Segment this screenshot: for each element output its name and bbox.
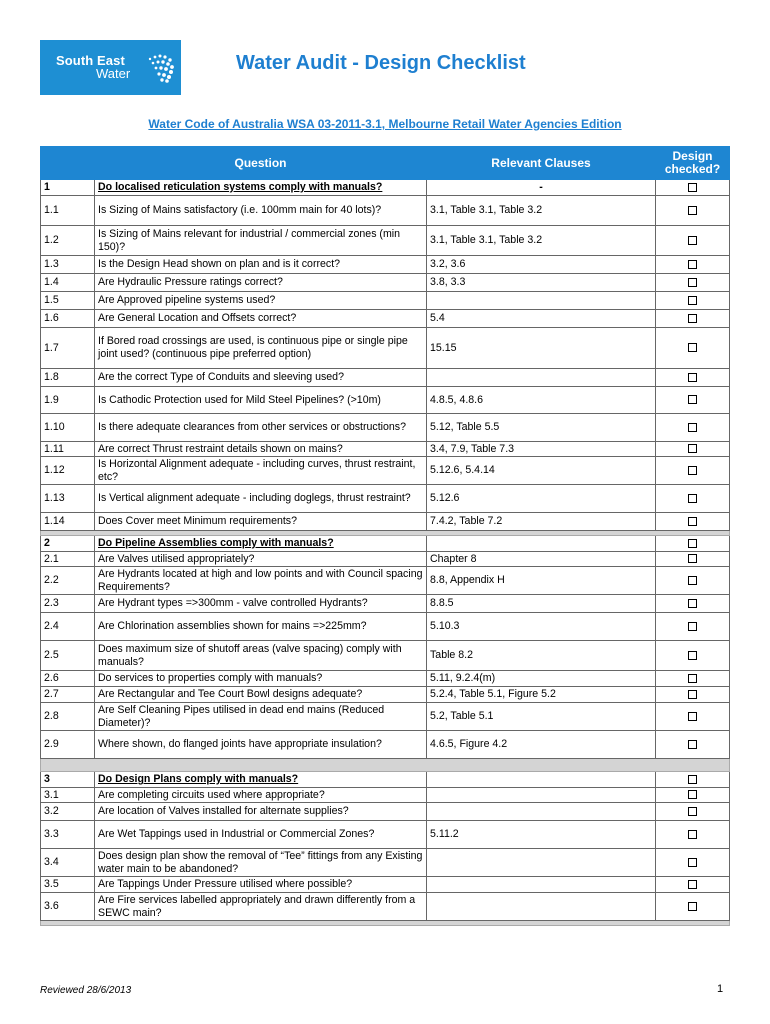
design-checked-cell[interactable] — [656, 226, 730, 256]
row-number: 2.5 — [41, 641, 95, 671]
table-row — [41, 731, 730, 759]
design-checked-cell[interactable] — [656, 595, 730, 613]
section-clauses: - — [427, 180, 656, 196]
checkbox[interactable] — [688, 183, 697, 192]
row-clauses — [427, 788, 656, 803]
row-number: 1.7 — [41, 328, 95, 369]
section-question: Do localised reticulation systems comply with manuals? — [95, 180, 427, 196]
header-design-checked: Design checked? — [656, 147, 730, 180]
table-row — [41, 485, 730, 513]
row-number: 1.5 — [41, 292, 95, 310]
design-checked-cell[interactable] — [656, 877, 730, 893]
row-clauses: 5.2.4, Table 5.1, Figure 5.2 — [427, 687, 656, 703]
row-clauses: 3.4, 7.9, Table 7.3 — [427, 442, 656, 457]
checkbox[interactable] — [688, 807, 697, 816]
section-number: 1 — [41, 180, 95, 196]
section-row — [41, 180, 730, 196]
row-question: Is Sizing of Mains satisfactory (i.e. 100mm main for 40 lots)? — [95, 196, 427, 226]
checkbox[interactable] — [688, 651, 697, 660]
table-row — [41, 893, 730, 921]
design-checked-cell[interactable] — [656, 513, 730, 531]
row-question: Is Sizing of Mains relevant for industrial / commercial zones (min 150)? — [95, 226, 427, 256]
checkbox[interactable] — [688, 314, 697, 323]
table-row — [41, 803, 730, 821]
row-question: Is the Design Head shown on plan and is it correct? — [95, 256, 427, 274]
row-clauses — [427, 292, 656, 310]
row-number: 1.12 — [41, 457, 95, 485]
table-row — [41, 513, 730, 531]
row-clauses: 5.10.3 — [427, 613, 656, 641]
design-checked-cell[interactable] — [656, 310, 730, 328]
row-clauses: 3.1, Table 3.1, Table 3.2 — [427, 196, 656, 226]
row-number: 3.3 — [41, 821, 95, 849]
row-number: 1.9 — [41, 387, 95, 414]
row-clauses — [427, 893, 656, 921]
row-question: Where shown, do flanged joints have appropriate insulation? — [95, 731, 427, 759]
row-number: 1.1 — [41, 196, 95, 226]
checkbox[interactable] — [688, 466, 697, 475]
row-question: Are Rectangular and Tee Court Bowl designs adequate? — [95, 687, 427, 703]
row-clauses: 8.8, Appendix H — [427, 567, 656, 595]
checkbox[interactable] — [688, 554, 697, 563]
design-checked-cell[interactable] — [656, 849, 730, 877]
design-checked-cell[interactable] — [656, 387, 730, 414]
row-number: 1.14 — [41, 513, 95, 531]
section-number: 3 — [41, 772, 95, 788]
row-number: 2.9 — [41, 731, 95, 759]
table-row — [41, 671, 730, 687]
design-checked-cell[interactable] — [656, 536, 730, 552]
row-question: Are Valves utilised appropriately? — [95, 552, 427, 567]
page-subtitle: Water Code of Australia WSA 03-2011-3.1, Melbourne Retail Water Agencies Edition — [148, 117, 622, 131]
row-clauses: 3.2, 3.6 — [427, 256, 656, 274]
section-row — [41, 536, 730, 552]
checkbox[interactable] — [688, 343, 697, 352]
checkbox[interactable] — [688, 740, 697, 749]
row-clauses: Chapter 8 — [427, 552, 656, 567]
row-number: 3.5 — [41, 877, 95, 893]
design-checked-cell[interactable] — [656, 485, 730, 513]
section-clauses — [427, 772, 656, 788]
row-clauses — [427, 803, 656, 821]
row-question: Are Hydrant types =>300mm - valve controlled Hydrants? — [95, 595, 427, 613]
checkbox[interactable] — [688, 712, 697, 721]
header-relevant-clauses: Relevant Clauses — [427, 147, 656, 180]
row-number: 2.7 — [41, 687, 95, 703]
row-clauses — [427, 849, 656, 877]
checkbox[interactable] — [688, 674, 697, 683]
row-number: 2.2 — [41, 567, 95, 595]
row-clauses: 3.8, 3.3 — [427, 274, 656, 292]
checkbox[interactable] — [688, 260, 697, 269]
row-number: 1.4 — [41, 274, 95, 292]
checkbox[interactable] — [688, 494, 697, 503]
row-question: Are Hydraulic Pressure ratings correct? — [95, 274, 427, 292]
design-checked-cell[interactable] — [656, 703, 730, 731]
row-number: 1.2 — [41, 226, 95, 256]
row-question: Are Chlorination assemblies shown for mains =>225mm? — [95, 613, 427, 641]
design-checked-cell[interactable] — [656, 457, 730, 485]
row-number: 1.6 — [41, 310, 95, 328]
design-checked-cell[interactable] — [656, 274, 730, 292]
row-number: 1.11 — [41, 442, 95, 457]
checkbox[interactable] — [688, 775, 697, 784]
table-row — [41, 442, 730, 457]
row-number: 2.8 — [41, 703, 95, 731]
table-row — [41, 788, 730, 803]
design-checked-cell[interactable] — [656, 292, 730, 310]
row-number: 2.1 — [41, 552, 95, 567]
row-number: 3.1 — [41, 788, 95, 803]
design-checked-cell[interactable] — [656, 256, 730, 274]
page-title: Water Audit - Design Checklist — [236, 52, 526, 74]
checkbox[interactable] — [688, 622, 697, 631]
table-row — [41, 595, 730, 613]
design-checked-cell[interactable] — [656, 369, 730, 387]
logo-line-2: Water — [96, 66, 131, 81]
row-question: If Bored road crossings are used, is continuous pipe or single pipe joint used? (continuous pipe preferred option) — [95, 328, 427, 369]
row-clauses: 5.4 — [427, 310, 656, 328]
section-number: 2 — [41, 536, 95, 552]
checkbox[interactable] — [688, 236, 697, 245]
design-checklist-table — [40, 146, 730, 926]
table-row — [41, 274, 730, 292]
checkbox[interactable] — [688, 576, 697, 585]
row-clauses — [427, 877, 656, 893]
row-question: Is there adequate clearances from other services or obstructions? — [95, 414, 427, 442]
row-question: Are Fire services labelled appropriately and drawn differently from a SEWC main? — [95, 893, 427, 921]
checkbox[interactable] — [688, 444, 697, 453]
table-row — [41, 310, 730, 328]
checkbox[interactable] — [688, 423, 697, 432]
table-row — [41, 687, 730, 703]
row-question: Is Vertical alignment adequate - including doglegs, thrust restraint? — [95, 485, 427, 513]
row-clauses: 4.6.5, Figure 4.2 — [427, 731, 656, 759]
row-question: Does design plan show the removal of “Tee” fittings from any Existing water main to be abandoned? — [95, 849, 427, 877]
table-header-row — [41, 147, 730, 180]
row-question: Are correct Thrust restraint details shown on mains? — [95, 442, 427, 457]
table-row — [41, 849, 730, 877]
row-question: Is Cathodic Protection used for Mild Steel Pipelines? (>10m) — [95, 387, 427, 414]
page-number: 1 — [717, 983, 724, 995]
table-row — [41, 567, 730, 595]
section-separator — [41, 759, 730, 772]
table-row — [41, 703, 730, 731]
table-row — [41, 613, 730, 641]
table-row — [41, 226, 730, 256]
row-number: 2.6 — [41, 671, 95, 687]
checkbox[interactable] — [688, 373, 697, 382]
row-number: 1.10 — [41, 414, 95, 442]
header-question: Question — [95, 147, 427, 180]
table-row — [41, 256, 730, 274]
row-question: Are Hydrants located at high and low points and with Council spacing Requirements? — [95, 567, 427, 595]
table-row — [41, 387, 730, 414]
row-clauses: 5.12, Table 5.5 — [427, 414, 656, 442]
logo-line-1: South East — [56, 53, 125, 68]
checkbox[interactable] — [688, 296, 697, 305]
section-question: Do Pipeline Assemblies comply with manuals? — [95, 536, 427, 552]
row-question: Are Wet Tappings used in Industrial or Commercial Zones? — [95, 821, 427, 849]
row-question: Are Approved pipeline systems used? — [95, 292, 427, 310]
design-checked-cell[interactable] — [656, 567, 730, 595]
checkbox[interactable] — [688, 206, 697, 215]
row-clauses: 7.4.2, Table 7.2 — [427, 513, 656, 531]
header-number — [41, 147, 95, 180]
table-row — [41, 369, 730, 387]
south-east-water-logo — [40, 40, 181, 95]
row-question: Are General Location and Offsets correct? — [95, 310, 427, 328]
design-checked-cell[interactable] — [656, 180, 730, 196]
row-question: Are location of Valves installed for alternate supplies? — [95, 803, 427, 821]
design-checked-cell[interactable] — [656, 821, 730, 849]
design-checked-cell[interactable] — [656, 641, 730, 671]
design-checked-cell[interactable] — [656, 552, 730, 567]
section-row — [41, 772, 730, 788]
row-number: 2.3 — [41, 595, 95, 613]
row-clauses: Table 8.2 — [427, 641, 656, 671]
checkbox[interactable] — [688, 517, 697, 526]
design-checked-cell[interactable] — [656, 731, 730, 759]
row-clauses: 5.11.2 — [427, 821, 656, 849]
row-number: 1.3 — [41, 256, 95, 274]
row-clauses: 5.11, 9.2.4(m) — [427, 671, 656, 687]
design-checked-cell[interactable] — [656, 803, 730, 821]
design-checked-cell[interactable] — [656, 687, 730, 703]
row-number: 2.4 — [41, 613, 95, 641]
row-number: 3.2 — [41, 803, 95, 821]
checkbox[interactable] — [688, 858, 697, 867]
table-row — [41, 552, 730, 567]
row-clauses: 8.8.5 — [427, 595, 656, 613]
table-row — [41, 414, 730, 442]
logo-dots-icon — [144, 51, 178, 85]
design-checked-cell[interactable] — [656, 442, 730, 457]
row-number: 1.8 — [41, 369, 95, 387]
table-row — [41, 641, 730, 671]
row-clauses — [427, 369, 656, 387]
row-clauses: 5.12.6, 5.4.14 — [427, 457, 656, 485]
design-checked-cell[interactable] — [656, 893, 730, 921]
checkbox[interactable] — [688, 830, 697, 839]
row-question: Are Self Cleaning Pipes utilised in dead end mains (Reduced Diameter)? — [95, 703, 427, 731]
row-clauses: 15.15 — [427, 328, 656, 369]
design-checked-cell[interactable] — [656, 772, 730, 788]
design-checked-cell[interactable] — [656, 196, 730, 226]
row-question: Are Tappings Under Pressure utilised where possible? — [95, 877, 427, 893]
checkbox[interactable] — [688, 599, 697, 608]
row-question: Does maximum size of shutoff areas (valve spacing) comply with manuals? — [95, 641, 427, 671]
section-question: Do Design Plans comply with manuals? — [95, 772, 427, 788]
design-checked-cell[interactable] — [656, 328, 730, 369]
checkbox[interactable] — [688, 278, 697, 287]
table-row — [41, 821, 730, 849]
row-number: 3.6 — [41, 893, 95, 921]
table-row — [41, 328, 730, 369]
row-question: Are the correct Type of Conduits and sleeving used? — [95, 369, 427, 387]
section-clauses — [427, 536, 656, 552]
table-row — [41, 292, 730, 310]
checkbox[interactable] — [688, 539, 697, 548]
checkbox[interactable] — [688, 690, 697, 699]
table-row — [41, 457, 730, 485]
row-number: 3.4 — [41, 849, 95, 877]
row-clauses: 3.1, Table 3.1, Table 3.2 — [427, 226, 656, 256]
row-number: 1.13 — [41, 485, 95, 513]
row-clauses: 5.12.6 — [427, 485, 656, 513]
table-row — [41, 877, 730, 893]
row-question: Are completing circuits used where appropriate? — [95, 788, 427, 803]
design-checked-cell[interactable] — [656, 671, 730, 687]
design-checked-cell[interactable] — [656, 788, 730, 803]
row-clauses: 5.2, Table 5.1 — [427, 703, 656, 731]
row-question: Is Horizontal Alignment adequate - including curves, thrust restraint, etc? — [95, 457, 427, 485]
checkbox[interactable] — [688, 790, 697, 799]
design-checked-cell[interactable] — [656, 613, 730, 641]
reviewed-date: Reviewed 28/6/2013 — [40, 985, 132, 996]
row-question: Do services to properties comply with manuals? — [95, 671, 427, 687]
table-row — [41, 196, 730, 226]
checkbox[interactable] — [688, 395, 697, 404]
checkbox[interactable] — [688, 902, 697, 911]
design-checked-cell[interactable] — [656, 414, 730, 442]
row-question: Does Cover meet Minimum requirements? — [95, 513, 427, 531]
row-clauses: 4.8.5, 4.8.6 — [427, 387, 656, 414]
section-separator — [41, 921, 730, 926]
checkbox[interactable] — [688, 880, 697, 889]
